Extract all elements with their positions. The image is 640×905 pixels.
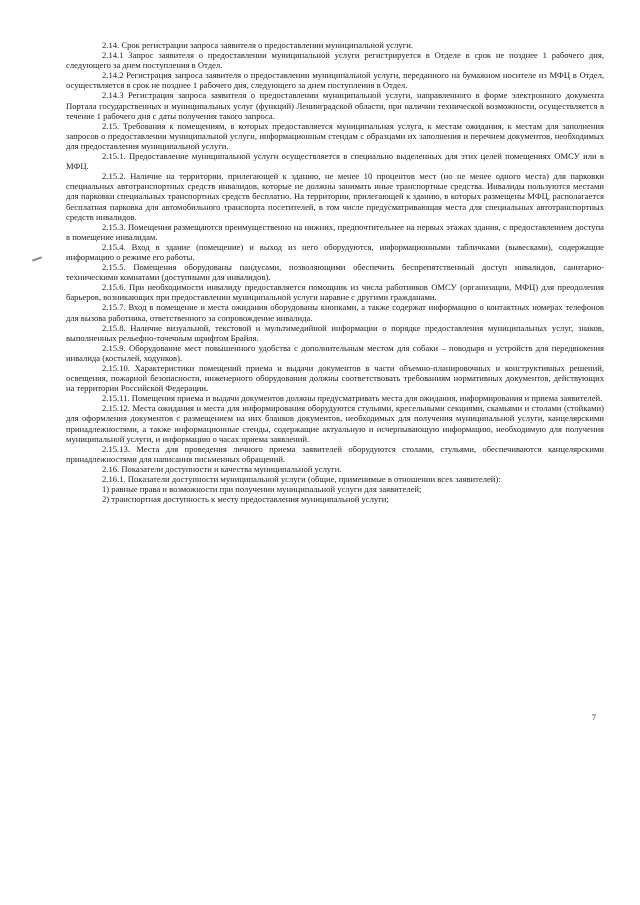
margin-mark bbox=[32, 256, 42, 261]
paragraph-2-15-12: 2.15.12. Места ожидания и места для информирования оборудуются стульями, кресельными секциями, скамьями и столами (стойками) для оформления документов с размещением на них бланков документов, необходимых для получения муниципальной услуги, канцелярскими принадлежностями, а также информационные стенды, содержащие актуальную и исчерпывающую информацию, необходимую для получения муниципальной услуги, и информацию о часах приема заявлений. bbox=[66, 403, 604, 444]
document-page bbox=[66, 40, 604, 504]
paragraph-2-15-5: 2.15.5. Помещения оборудованы пандусами, позволяющими обеспечить беспрепятственный доступ инвалидов, санитарно-техническими комнатами (доступными для инвалидов). bbox=[66, 262, 604, 283]
page-number: 7 bbox=[591, 712, 596, 722]
paragraph-2-15-3: 2.15.3. Помещения размещаются преимущественно на нижних, предпочтительнее на первых этажах здания, с предоставлением доступа в помещение инвалидам. bbox=[66, 221, 604, 242]
paragraph-2-15-10: 2.15.10. Характеристики помещений приема и выдачи документов в части объемно-планировочных и конструктивных решений, освещения, пожарной безопасности, инженерного оборудования должны соответствовать требованиям нормативных документов, действующих на территории Российской Федерации. bbox=[66, 363, 604, 394]
paragraph-2-15-8: 2.15.8. Наличие визуальной, текстовой и мультимедийной информации о порядке предоставления муниципальных услуг, знаков, выполненных рельефно-точечным шрифтом Брайля. bbox=[66, 322, 604, 343]
list-item-2: 2) транспортная доступность к месту предоставления муниципальной услуги; bbox=[102, 494, 389, 505]
paragraph-2-15-9: 2.15.9. Оборудование мест повышенного удобства с дополнительным местом для собаки – поводыря и устройств для передвижения инвалида (костылей, ходунков). bbox=[66, 342, 604, 363]
paragraph-2-15-11: 2.15.11. Помещения приема и выдачи документов должны предусматривать места для ожидания, информирования и приема заявителей. bbox=[102, 393, 603, 404]
paragraph-2-14-1: 2.14.1 Запрос заявителя о предоставлении муниципальной услуги регистрируется в Отделе в срок не позднее 1 рабочего дня, следующего за днем поступления в Отдел. bbox=[66, 50, 604, 71]
paragraph-2-15-6: 2.15.6. При необходимости инвалиду предоставляется помощник из числа работников ОМСУ (организации, МФЦ) для преодоления барьеров, возникающих при предоставлении муниципальной услуги наравне с другими гражданами. bbox=[66, 282, 604, 303]
paragraph-2-15-13: 2.15.13. Места для проведения личного приема заявителей оборудуются столами, стульями, обеспечиваются канцелярскими принадлежностями для написания письменных обращений. bbox=[66, 443, 604, 464]
paragraph-2-16: 2.16. Показатели доступности и качества муниципальной услуги. bbox=[102, 463, 342, 474]
paragraph-2-15-4: 2.15.4. Вход в здание (помещение) и выход из него оборудуются, информационными табличками (вывесками), содержащие информацию о режиме его работы. bbox=[66, 241, 604, 262]
paragraph-2-16-1: 2.16.1. Показатели доступности муниципальной услуги (общие, применимые в отношении всех заявителей): bbox=[102, 474, 501, 485]
list-item-1: 1) равные права и возможности при получении муниципальной услуги для заявителей; bbox=[102, 484, 422, 495]
paragraph-2-15-7: 2.15.7. Вход в помещение и места ожидания оборудованы кнопками, а также содержат информацию о контактных номерах телефонов для вызова работника, ответственного за сопровождение инвалида. bbox=[66, 302, 604, 323]
paragraph-2-15-1: 2.15.1. Предоставление муниципальной услуги осуществляется в специально выделенных для этих целей помещениях ОМСУ или в МФЦ. bbox=[66, 151, 604, 172]
paragraph-2-15: 2.15. Требования к помещениям, в которых предоставляется муниципальная услуга, к местам ожидания, к местам для заполнения запросов о предоставлении муниципальной услуги, информационным стендам с образцами их заполнения и перечнем документов, необходимых для предоставления муниципальной услуги. bbox=[66, 120, 604, 151]
paragraph-2-15-2: 2.15.2. Наличие на территории, прилегающей к зданию, не менее 10 процентов мест (но не менее одного места) для парковки специальных автотранспортных средств инвалидов, которые не должны занимать иные транспортные средства. Инвалиды пользуются местами для парковки специальных транспортных средств бесплатно. На территории, прилегающей к зданию, в которых размещены МФЦ, располагается бесплатная парковка для автомобильного транспорта посетителей, в том числе предусматривающая места для специальных автотранспортных средств инвалидов. bbox=[66, 171, 604, 222]
paragraph-2-14-3: 2.14.3 Регистрация запроса заявителя о предоставлении муниципальной услуги, направленного в форме электронного документа Портала государственных и муниципальных услуг (функций) Ленинградской области, при наличии технической возможности, осуществляется в течение 1 рабочего дня с даты получения такого запроса. bbox=[66, 90, 604, 121]
paragraph-2-14: 2.14. Срок регистрации запроса заявителя о предоставлении муниципальной услуги. bbox=[102, 40, 413, 50]
paragraph-2-14-2: 2.14.2 Регистрация запроса заявителя о предоставлении муниципальной услуги, переданного на бумажном носителе из МФЦ в Отдел, осуществляется в срок не позднее 1 рабочего дня, следующего за днем поступления в Отдел. bbox=[66, 70, 604, 91]
